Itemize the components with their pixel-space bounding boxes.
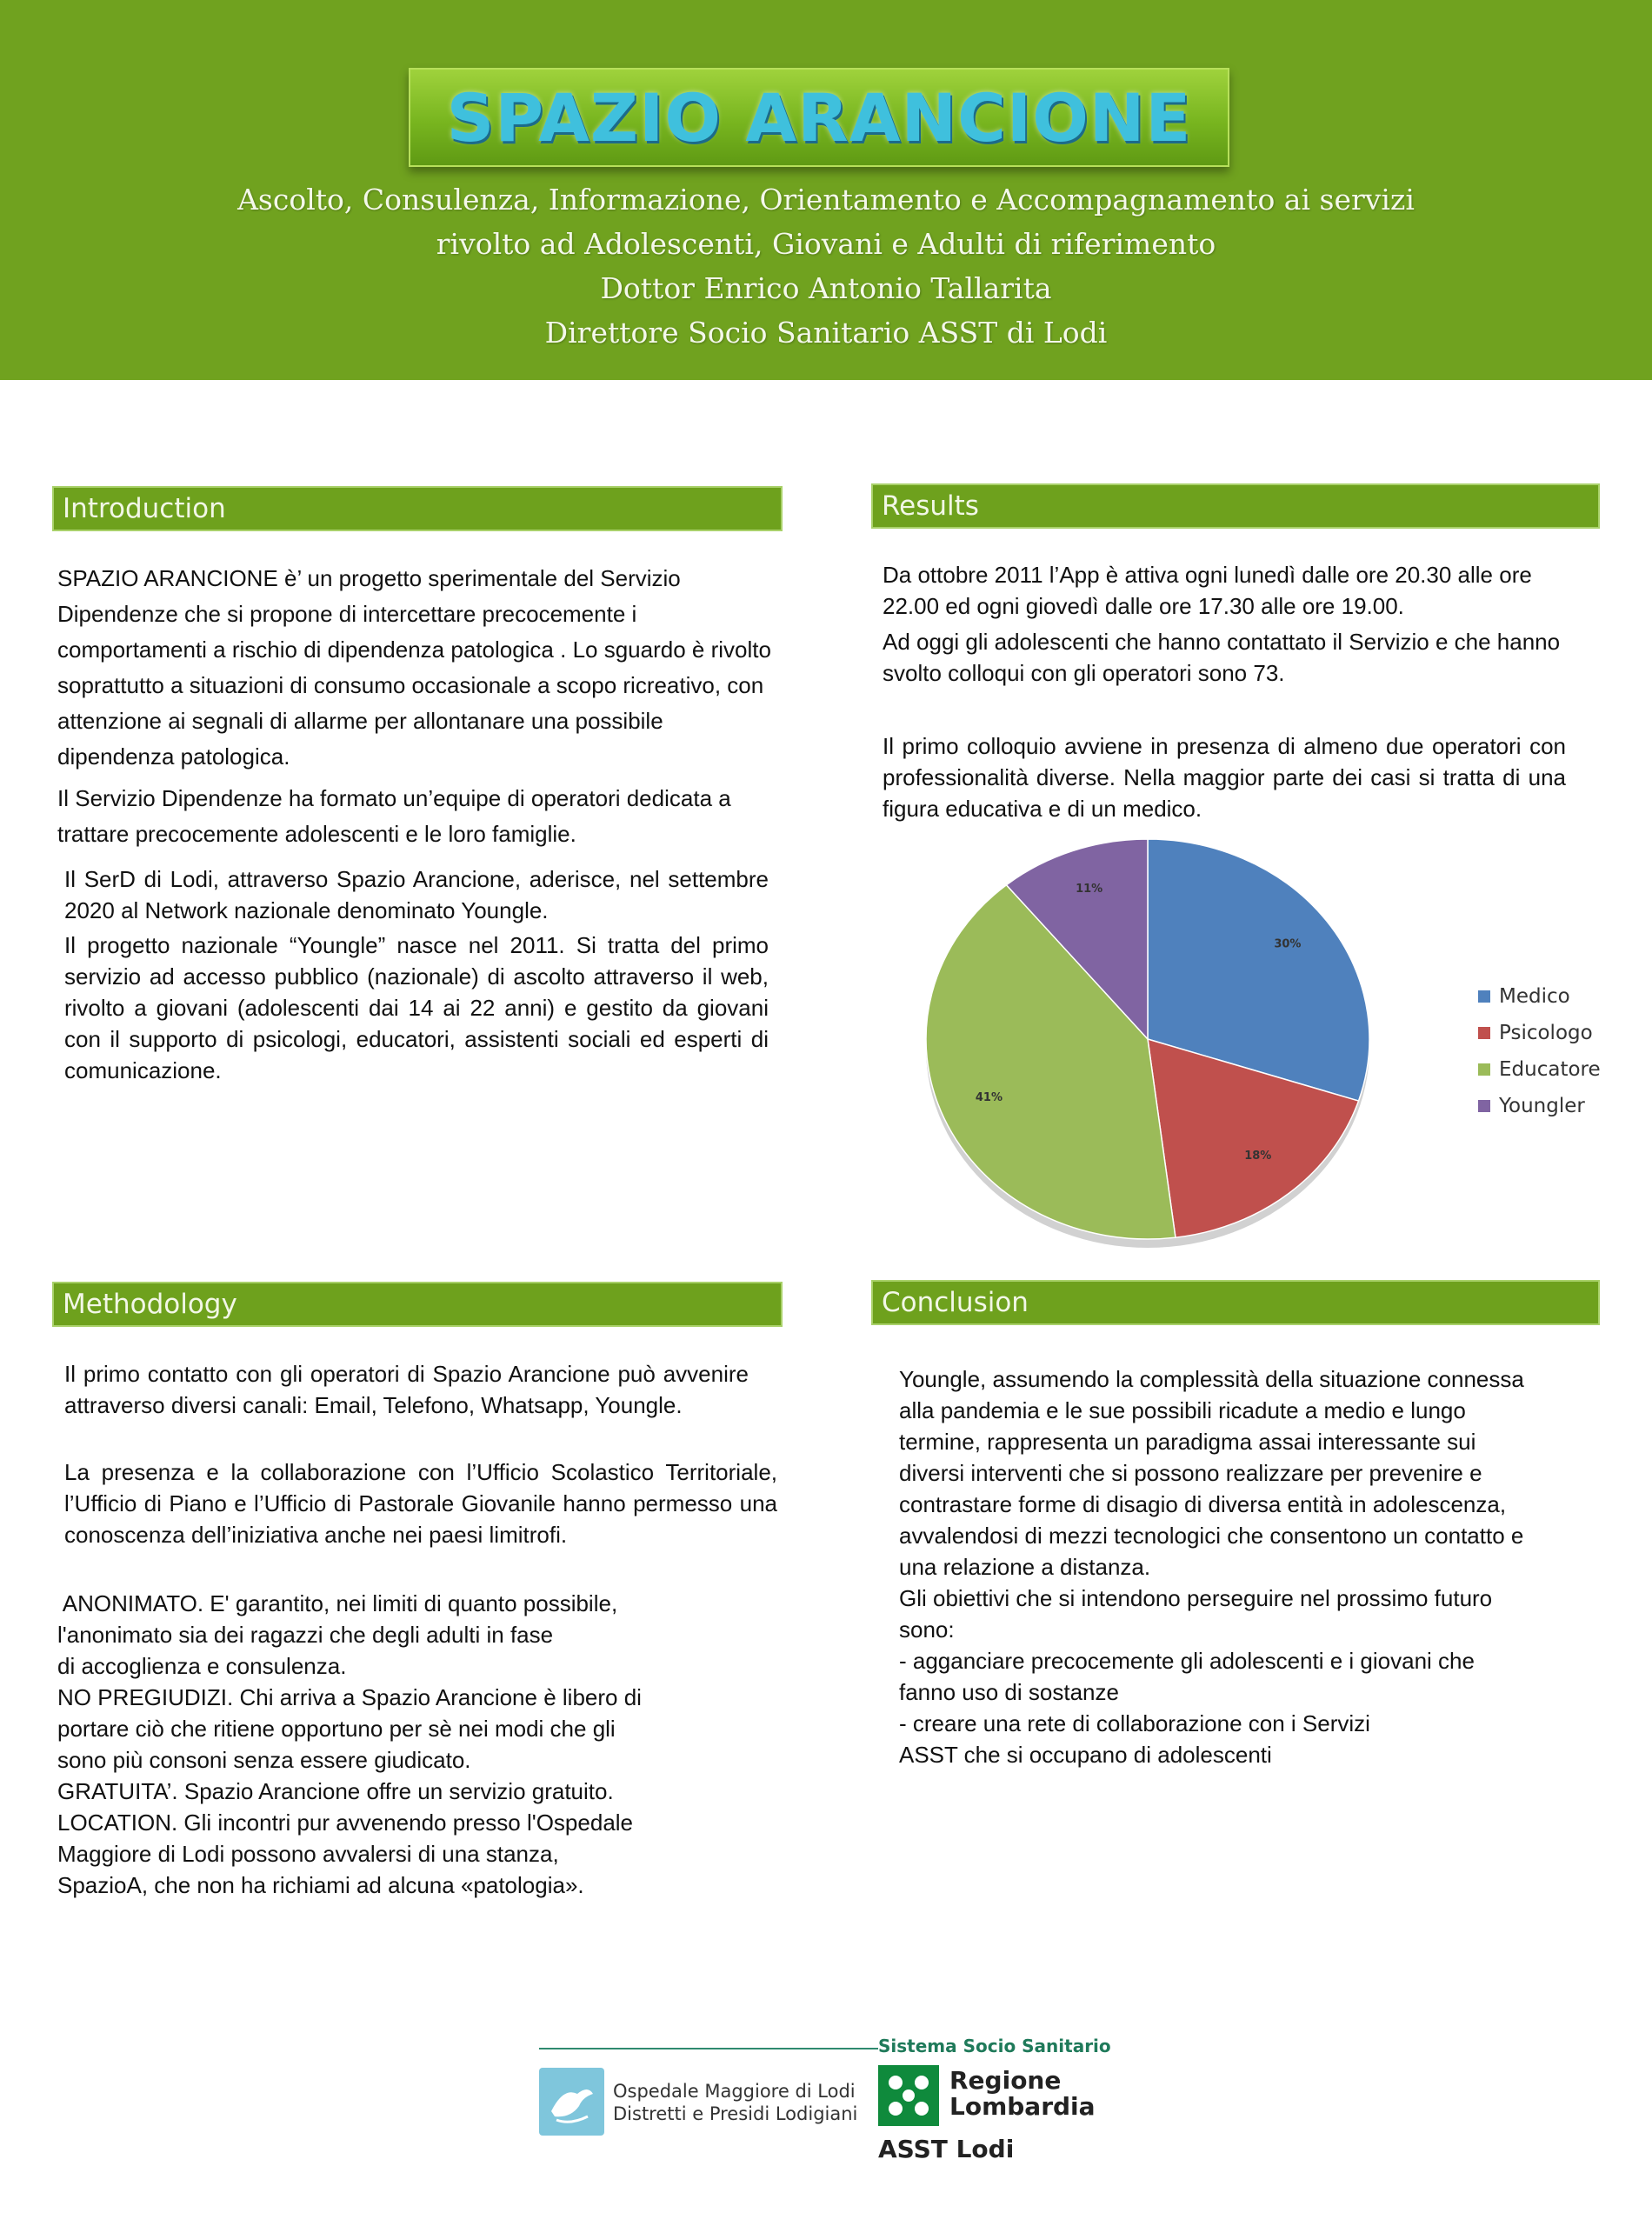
legend-item-educatore — [1478, 1051, 1635, 1088]
methodology-list — [57, 1588, 779, 1901]
conclusion-line: Youngle, assumendo la complessità della situazione connessa — [899, 1366, 1524, 1392]
conclusion-line: diversi interventi che si possono realizzare per prevenire e — [899, 1460, 1482, 1486]
regione-lombardia-name — [949, 2068, 1096, 2120]
methodology-list-line: NO PREGIUDIZI. Chi arriva a Spazio Arancione è libero di — [57, 1684, 642, 1710]
methodology-list-line: GRATUITA’. Spazio Arancione offre un servizio gratuito. — [57, 1778, 614, 1804]
conclusion-text — [899, 1363, 1612, 1770]
legend-item-youngler — [1478, 1088, 1635, 1124]
methodology-heading: Methodology — [52, 1282, 783, 1327]
introduction-paragraph-2: Il Servizio Dipendenze ha formato un’equipe di operatori dedicata a trattare precocemente adolescenti e le loro famiglie. — [57, 785, 731, 847]
results-paragraph-3: Il primo colloquio avviene in presenza di almeno due operatori con professionalità diverse. Nella maggior parte dei casi si tratta di una figura educativa e di un medico. — [883, 733, 1566, 822]
pie-label-youngler: 11% — [1076, 883, 1103, 896]
header-banner — [0, 0, 1652, 380]
legend-label-youngler: Youngler — [1499, 1095, 1585, 1117]
regione-line-1: Regione — [949, 2066, 1062, 2095]
legend-item-medico — [1478, 978, 1635, 1015]
asst-lodi-label: ASST Lodi — [878, 2135, 1015, 2163]
methodology-list-line: LOCATION. Gli incontri pur avvenendo presso l'Ospedale — [57, 1809, 634, 1836]
conclusion-line: ASST che si occupano di adolescenti — [899, 1742, 1272, 1768]
methodology-list-line: di accoglienza e consulenza. — [57, 1653, 347, 1679]
conclusion-line: - creare una rete di collaborazione con i Servizi — [899, 1710, 1370, 1736]
ospedale-logo-icon — [539, 2068, 604, 2136]
chart-legend — [1478, 978, 1635, 1124]
pie-label-educatore: 41% — [975, 1091, 1003, 1105]
subtitle-line-2: rivolto ad Adolescenti, Giovani e Adulti di riferimento — [436, 227, 1216, 261]
results-paragraph-2: Ad oggi gli adolescenti che hanno contattato il Servizio e che hanno svolto colloqui con gli operatori sono 73. — [883, 629, 1561, 686]
methodology-list-line: sono più consoni senza essere giudicato. — [57, 1747, 471, 1773]
regione-lombardia-logo-icon — [878, 2065, 939, 2126]
legend-swatch-educatore — [1478, 1063, 1490, 1076]
author-role: Direttore Socio Sanitario ASST di Lodi — [544, 316, 1108, 350]
pie-label-medico: 30% — [1274, 937, 1302, 951]
conclusion-heading: Conclusion — [871, 1280, 1600, 1325]
footer-divider — [539, 2048, 878, 2049]
author-name: Dottor Enrico Antonio Tallarita — [600, 271, 1052, 305]
methodology-list-line: ANONIMATO. E' garantito, nei limiti di quanto possibile, — [57, 1590, 618, 1616]
pie-label-psicologo: 18% — [1244, 1150, 1272, 1163]
conclusion-line: - agganciare precocemente gli adolescenti e i giovani che — [899, 1648, 1475, 1674]
conclusion-line: sono: — [899, 1616, 955, 1643]
legend-swatch-youngler — [1478, 1100, 1490, 1112]
ospedale-line-1: Ospedale Maggiore di Lodi — [613, 2081, 856, 2102]
introduction-heading: Introduction — [52, 486, 783, 531]
conclusion-line: termine, rappresenta un paradigma assai interessante sui — [899, 1429, 1476, 1455]
regione-line-2: Lombardia — [949, 2092, 1096, 2121]
subtitle-line-1: Ascolto, Consulenza, Informazione, Orientamento e Accompagnamento ai servizi — [237, 183, 1415, 217]
legend-label-medico: Medico — [1499, 985, 1570, 1008]
conclusion-line: contrastare forme di disagio di diversa entità in adolescenza, — [899, 1491, 1507, 1517]
legend-swatch-psicologo — [1478, 1027, 1490, 1039]
pie-chart — [904, 830, 1426, 1248]
results-paragraph-1: Da ottobre 2011 l’App è attiva ogni lunedì dalle ore 20.30 alle ore 22.00 ed ogni giovedì dalle ore 17.30 alle ore 19.00. — [883, 562, 1532, 619]
title-box — [409, 68, 1229, 167]
methodology-list-line: l'anonimato sia dei ragazzi che degli adulti in fase — [57, 1622, 554, 1648]
results-heading: Results — [871, 483, 1600, 529]
legend-swatch-medico — [1478, 990, 1490, 1003]
methodology-list-line: portare ciò che ritiene opportuno per sè nei modi che gli — [57, 1716, 616, 1742]
conclusion-line: una relazione a distanza. — [899, 1554, 1151, 1580]
legend-label-psicologo: Psicologo — [1499, 1022, 1593, 1044]
pie-chart-svg — [904, 830, 1426, 1248]
methodology-paragraph-1: Il primo contatto con gli operatori di Spazio Arancione può avvenire attraverso diversi canali: Email, Telefono, Whatsapp, Youngle. — [64, 1361, 749, 1418]
introduction-paragraph-4: Il progetto nazionale “Youngle” nasce nel 2011. Si tratta del primo servizio ad accesso pubblico (nazionale) di ascolto attraverso il web, rivolto a giovani (adolescenti dai 14 ai 22 anni) e gestito da giovani con il supporto di psicologi, educatori, assistenti sociali ed esperti di comunicazione. — [64, 932, 769, 1083]
conclusion-line: fanno uso di sostanze — [899, 1679, 1119, 1705]
legend-item-psicologo — [1478, 1015, 1635, 1051]
conclusion-line: alla pandemia e le sue possibili ricadute a medio e lungo — [899, 1397, 1466, 1423]
conclusion-line: avvalendosi di mezzi tecnologici che consentono un contatto e — [899, 1523, 1524, 1549]
ospedale-line-2: Distretti e Presidi Lodigiani — [613, 2103, 858, 2124]
conclusion-line: Gli obiettivi che si intendono perseguire nel prossimo futuro — [899, 1585, 1493, 1611]
sistema-socio-sanitario-label: Sistema Socio Sanitario — [878, 2036, 1111, 2056]
introduction-paragraph-1: SPAZIO ARANCIONE è’ un progetto sperimentale del Servizio Dipendenze che si propone di intercettare precocemente i comportamenti a rischio di dipendenza patologica . Lo sguardo è rivolto soprattutto a situazioni di consumo occasionale a scopo ricreativo, con attenzione ai segnali di allarme per allontanare una possibile dipendenza patologica. — [57, 565, 771, 770]
ospedale-name — [613, 2080, 857, 2125]
methodology-list-line: Maggiore di Lodi possono avvalersi di una stanza, — [57, 1841, 559, 1867]
legend-label-educatore: Educatore — [1499, 1058, 1601, 1081]
methodology-list-line: SpazioA, che non ha richiami ad alcuna «patologia». — [57, 1872, 584, 1898]
methodology-paragraph-2: La presenza e la collaborazione con l’Ufficio Scolastico Territoriale, l’Ufficio di Piano e l’Ufficio di Pastorale Giovanile hanno permesso una conoscenza dell’iniziativa anche nei paesi limitrofi. — [64, 1459, 777, 1548]
poster-title: SPAZIO ARANCIONE — [446, 78, 1192, 157]
introduction-paragraph-3: Il SerD di Lodi, attraverso Spazio Arancione, aderisce, nel settembre 2020 al Network nazionale denominato Youngle. — [64, 866, 769, 923]
